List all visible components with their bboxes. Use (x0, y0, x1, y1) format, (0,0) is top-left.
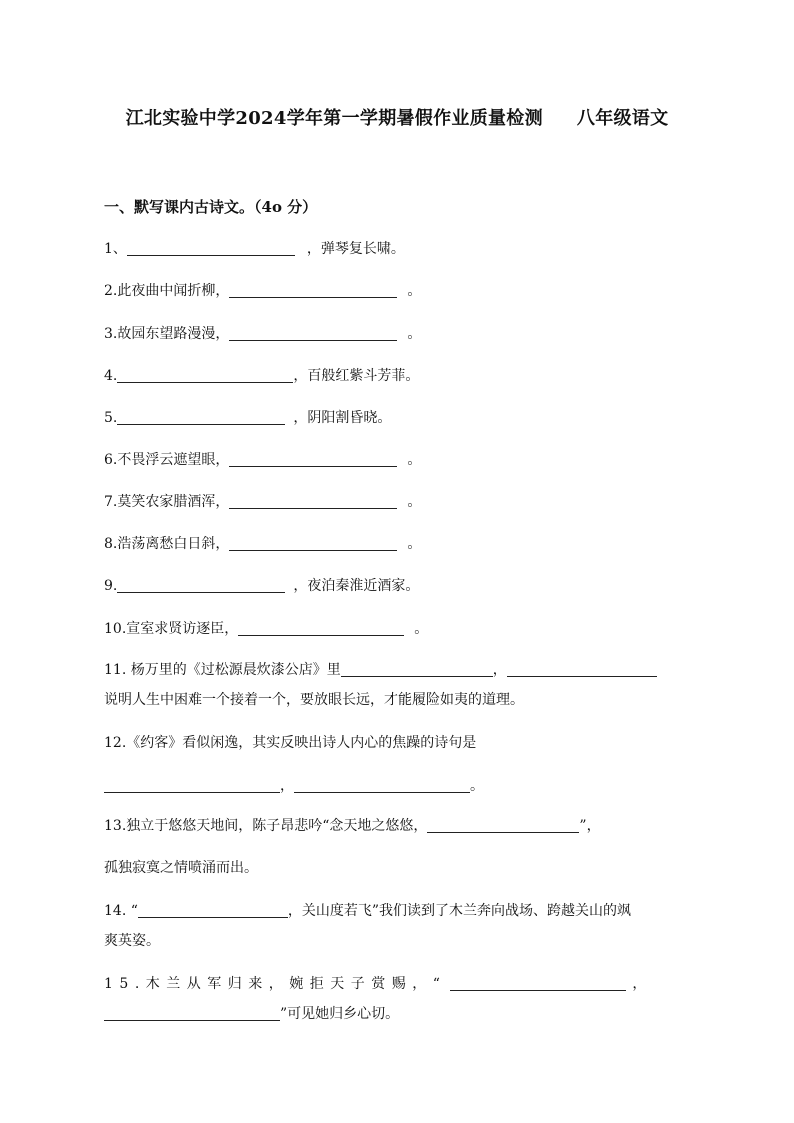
answer-blank[interactable] (341, 661, 493, 677)
answer-blank[interactable] (229, 493, 397, 509)
question-4: 4. ，百般红紫斗芳菲。 (104, 368, 420, 384)
question-7: 7.莫笑农家腊酒浑， 。 (104, 494, 422, 510)
question-9: 9. ，夜泊秦淮近酒家。 (104, 578, 420, 594)
question-12-line2: ， 。 (104, 775, 484, 795)
question-5: 5. ，阴阳割昏晓。 (104, 410, 392, 426)
answer-blank[interactable] (104, 777, 280, 793)
answer-blank[interactable] (427, 817, 579, 833)
question-15-line2: ”可见她归乡心切。 (104, 1003, 399, 1023)
answer-blank[interactable] (229, 282, 397, 298)
answer-blank[interactable] (138, 902, 288, 918)
answer-blank[interactable] (294, 777, 470, 793)
question-13-line2: 孤独寂寞之情喷涌而出。 (104, 860, 258, 876)
answer-blank[interactable] (104, 1005, 280, 1021)
question-12: 12.《约客》看似闲逸，其实反映出诗人内心的焦躁的诗句是 (104, 735, 477, 751)
question-2: 2.此夜曲中闻折柳， 。 (104, 283, 422, 299)
answer-blank[interactable] (117, 577, 285, 593)
question-11: 11. 杨万里的《过松源晨炊漆公店》里 ， (104, 659, 657, 679)
question-14-line2: 爽英姿。 (104, 933, 160, 949)
question-11-line2: 说明人生中困难一个接着一个，要放眼长远，才能履险如夷的道理。 (104, 692, 524, 708)
question-1: 1、 ，弹琴复长啸。 (104, 241, 405, 257)
page-title (0, 104, 794, 130)
title-main: 江北实验中学2024学年第一学期暑假作业质量检测 (125, 108, 543, 129)
question-14: 14. “ ，关山度若飞”我们读到了木兰奔向战场、跨越关山的飒 (104, 903, 632, 919)
answer-blank[interactable] (450, 975, 626, 991)
question-15: 15.木兰从军归来，婉拒天子赏赐，“ ， (104, 976, 653, 992)
title-grade: 八年级语文 (576, 108, 669, 129)
question-10: 10.宣室求贤访逐臣， 。 (104, 621, 429, 637)
answer-blank[interactable] (229, 535, 397, 551)
section-heading: 一、默写课内古诗文。（4o 分） (104, 198, 318, 216)
question-3: 3.故园东望路漫漫， 。 (104, 326, 422, 342)
answer-blank[interactable] (127, 240, 295, 256)
question-13: 13.独立于悠悠天地间，陈子昂悲吟“念天地之悠悠， ”， (104, 818, 601, 834)
answer-blank[interactable] (229, 451, 397, 467)
answer-blank[interactable] (117, 409, 285, 425)
answer-blank[interactable] (507, 661, 657, 677)
answer-blank[interactable] (229, 325, 397, 341)
question-8: 8.浩荡离愁白日斜， 。 (104, 536, 422, 552)
answer-blank[interactable] (117, 367, 293, 383)
question-6: 6.不畏浮云遮望眼， 。 (104, 452, 422, 468)
answer-blank[interactable] (238, 620, 404, 636)
